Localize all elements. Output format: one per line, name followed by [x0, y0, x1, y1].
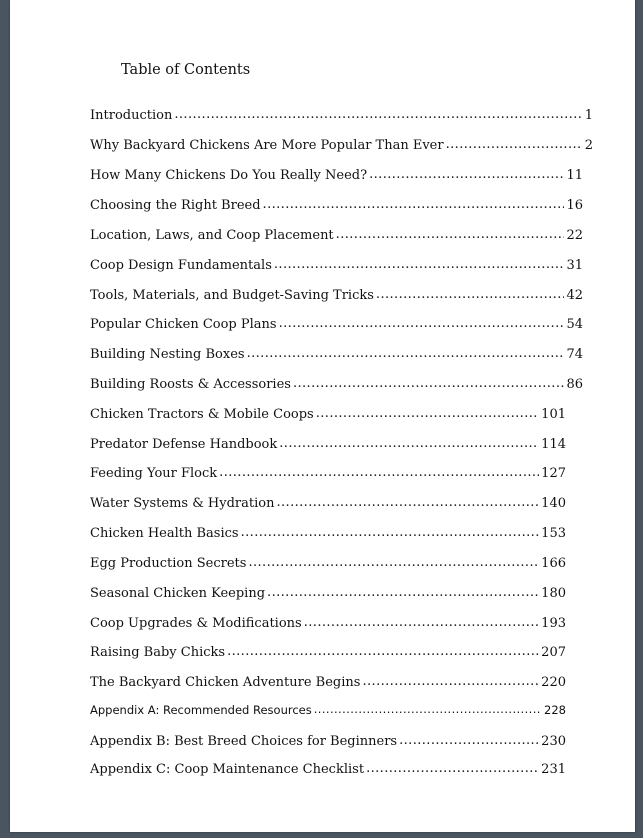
toc-entry[interactable] — [90, 437, 566, 457]
toc-entry-page: 101 — [541, 407, 566, 422]
toc-entry[interactable] — [90, 347, 583, 367]
toc-entry-label: Seasonal Chicken Keeping — [90, 586, 266, 601]
toc-entry[interactable] — [90, 645, 566, 665]
toc-leader-dots — [293, 376, 565, 391]
toc-entry-label: Feeding Your Flock — [90, 466, 218, 481]
toc-entry-page: 2 — [584, 138, 593, 153]
toc-leader-dots — [314, 702, 542, 716]
toc-leader-dots — [219, 465, 539, 480]
toc-leader-dots — [279, 316, 565, 331]
toc-entry-label: Tools, Materials, and Budget-Saving Tricks — [90, 288, 374, 303]
toc-entry[interactable] — [90, 526, 566, 546]
toc-entry-label: How Many Chickens Do You Really Need? — [90, 168, 368, 183]
toc-entry-label: The Backyard Chicken Adventure Begins — [90, 675, 361, 690]
toc-entry-page: 114 — [541, 437, 566, 452]
toc-leader-dots — [227, 644, 539, 659]
toc-entry[interactable] — [90, 556, 566, 576]
toc-entry-page: 11 — [566, 168, 583, 183]
toc-entry[interactable] — [90, 258, 583, 278]
toc-entry-page: 127 — [541, 466, 566, 481]
toc-entry-page: 16 — [566, 198, 583, 213]
toc-title: Table of Contents — [121, 62, 251, 78]
toc-entry-label: Raising Baby Chicks — [90, 645, 226, 660]
toc-entry-page: 22 — [566, 228, 583, 243]
toc-entry-label: Popular Chicken Coop Plans — [90, 317, 277, 332]
toc-entry-label: Water Systems & Hydration — [90, 496, 275, 511]
toc-entry[interactable] — [90, 675, 566, 695]
toc-entry-page: 1 — [584, 108, 593, 123]
toc-entry[interactable] — [90, 108, 593, 128]
toc-entry-label: Coop Upgrades & Modifications — [90, 616, 302, 631]
toc-entry-page: 220 — [541, 675, 566, 690]
toc-leader-dots — [263, 197, 565, 212]
toc-entry[interactable] — [90, 734, 566, 754]
toc-entry-label: Egg Production Secrets — [90, 556, 247, 571]
toc-entry-label: Location, Laws, and Coop Placement — [90, 228, 334, 243]
toc-entry-page: 207 — [541, 645, 566, 660]
toc-entry-page: 54 — [566, 317, 583, 332]
toc-entry[interactable] — [90, 288, 583, 308]
toc-entry-page: 166 — [541, 556, 566, 571]
toc-entry-page: 153 — [541, 526, 566, 541]
toc-leader-dots — [276, 495, 539, 510]
toc-leader-dots — [366, 761, 539, 776]
toc-leader-dots — [248, 555, 539, 570]
toc-entry[interactable] — [90, 168, 583, 188]
toc-entry-label: Building Roosts & Accessories — [90, 377, 291, 392]
toc-leader-dots — [174, 107, 582, 122]
toc-entry-page: 31 — [566, 258, 583, 273]
toc-entry-page: 42 — [566, 288, 583, 303]
toc-entry[interactable] — [90, 228, 583, 248]
toc-leader-dots — [267, 585, 539, 600]
toc-entry-label: Predator Defense Handbook — [90, 437, 278, 452]
toc-entry-page: 230 — [541, 734, 566, 749]
toc-entry[interactable] — [90, 466, 566, 486]
toc-leader-dots — [399, 733, 539, 748]
toc-leader-dots — [316, 406, 539, 421]
toc-entry-label: Appendix C: Coop Maintenance Checklist — [90, 762, 365, 777]
toc-entry-label: Chicken Tractors & Mobile Coops — [90, 407, 314, 422]
toc-entry-label: Appendix B: Best Breed Choices for Beginners — [90, 734, 398, 749]
toc-leader-dots — [362, 674, 539, 689]
toc-entry-page: 231 — [541, 762, 566, 777]
toc-entry[interactable] — [90, 703, 566, 723]
toc-leader-dots — [369, 167, 564, 182]
toc-entry-label: Coop Design Fundamentals — [90, 258, 272, 273]
toc-entry[interactable] — [90, 138, 593, 158]
toc-leader-dots — [446, 137, 583, 152]
toc-entry[interactable] — [90, 586, 566, 606]
toc-leader-dots — [376, 287, 565, 302]
toc-entry[interactable] — [90, 377, 583, 397]
toc-entry-label: Introduction — [90, 108, 173, 123]
toc-leader-dots — [304, 615, 539, 630]
toc-leader-dots — [274, 257, 565, 272]
document-page — [10, 0, 635, 832]
toc-entry-label: Building Nesting Boxes — [90, 347, 245, 362]
toc-entry[interactable] — [90, 496, 566, 516]
toc-entry-page: 140 — [541, 496, 566, 511]
toc-entry[interactable] — [90, 317, 583, 337]
toc-leader-dots — [279, 436, 539, 451]
toc-entry-label: Choosing the Right Breed — [90, 198, 261, 213]
toc-entry-label: Why Backyard Chickens Are More Popular Than Ever — [90, 138, 444, 153]
toc-entry-page: 74 — [566, 347, 583, 362]
toc-entry-page: 86 — [566, 377, 583, 392]
toc-leader-dots — [336, 227, 565, 242]
toc-entry-label: Appendix A: Recommended Resources — [90, 703, 312, 717]
toc-leader-dots — [247, 346, 565, 361]
toc-entry[interactable] — [90, 198, 583, 218]
toc-entry[interactable] — [90, 407, 566, 427]
toc-entry-page: 180 — [541, 586, 566, 601]
toc-entry[interactable] — [90, 616, 566, 636]
toc-entry-page: 228 — [544, 703, 566, 717]
toc-entry-label: Chicken Health Basics — [90, 526, 239, 541]
toc-leader-dots — [241, 525, 540, 540]
toc-entry-page: 193 — [541, 616, 566, 631]
toc-entry[interactable] — [90, 762, 566, 782]
